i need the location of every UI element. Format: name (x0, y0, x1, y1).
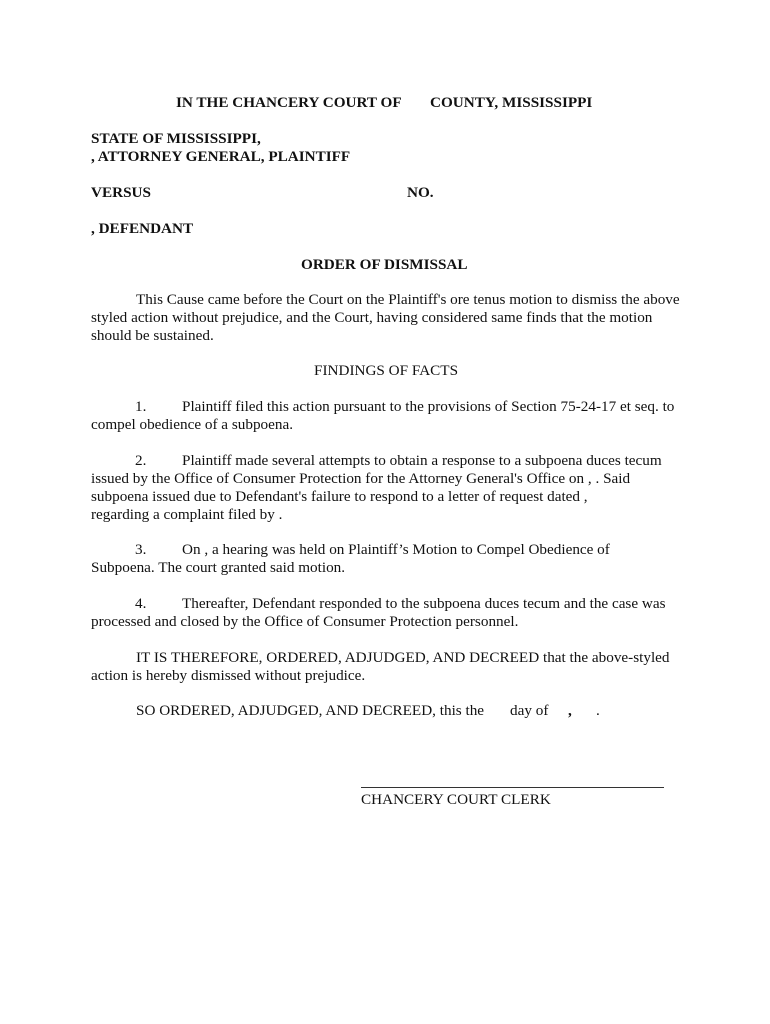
finding-text: processed and closed by the Office of Consumer Protection personnel. (91, 613, 519, 630)
court-name-right: COUNTY, MISSISSIPPI (430, 94, 593, 111)
so-ordered-text: SO ORDERED, ADJUDGED, AND DECREED, this the (136, 702, 485, 719)
date-comma: , (568, 702, 572, 719)
finding-4 (91, 595, 681, 631)
signature-line (361, 787, 664, 788)
finding-text: Plaintiff filed this action pursuant to the provisions of Section 75-24-17 et seq. to (182, 398, 675, 415)
document-title: ORDER OF DISMISSAL (301, 256, 468, 273)
plaintiff-line-2: , ATTORNEY GENERAL, PLAINTIFF (91, 148, 351, 165)
case-number-label: NO. (407, 184, 434, 201)
finding-number: 2. (135, 452, 147, 469)
finding-text: issued by the Office of Consumer Protection for the Attorney General's Office on , . Said (91, 470, 631, 487)
finding-number: 4. (135, 595, 147, 612)
finding-text: subpoena issued due to Defendant's failure to respond to a letter of request dated , (91, 488, 588, 505)
court-name-left: IN THE CHANCERY COURT OF (176, 94, 402, 111)
signature-label: CHANCERY COURT CLERK (361, 791, 551, 808)
versus-label: VERSUS (91, 184, 151, 201)
intro-line: should be sustained. (91, 327, 214, 344)
findings-heading: FINDINGS OF FACTS (314, 362, 459, 379)
decree-line: IT IS THEREFORE, ORDERED, ADJUDGED, AND DECREED that the above-styled (136, 649, 670, 666)
finding-2 (91, 452, 681, 524)
plaintiff-line-1: STATE OF MISSISSIPPI, (91, 130, 261, 147)
decree-paragraph (91, 649, 681, 685)
finding-text: On , a hearing was held on Plaintiff’s Motion to Compel Obedience of (182, 541, 610, 558)
finding-3 (91, 541, 681, 577)
finding-text: Plaintiff made several attempts to obtain a response to a subpoena duces tecum (182, 452, 662, 469)
day-of-label: day of (510, 702, 549, 719)
finding-text: compel obedience of a subpoena. (91, 416, 293, 433)
finding-number: 1. (135, 398, 147, 415)
date-period: . (596, 702, 600, 719)
finding-text: regarding a complaint filed by . (91, 506, 283, 523)
intro-line: This Cause came before the Court on the Plaintiff's ore tenus motion to dismiss the above (136, 291, 680, 308)
decree-line: action is hereby dismissed without prejudice. (91, 667, 366, 684)
finding-number: 3. (135, 541, 147, 558)
finding-text: Thereafter, Defendant responded to the subpoena duces tecum and the case was (182, 595, 666, 612)
defendant-line: , DEFENDANT (91, 220, 194, 237)
finding-text: Subpoena. The court granted said motion. (91, 559, 346, 576)
intro-paragraph (91, 291, 681, 345)
intro-line: styled action without prejudice, and the Court, having considered same finds that the motion (91, 309, 653, 326)
finding-1 (91, 398, 681, 434)
